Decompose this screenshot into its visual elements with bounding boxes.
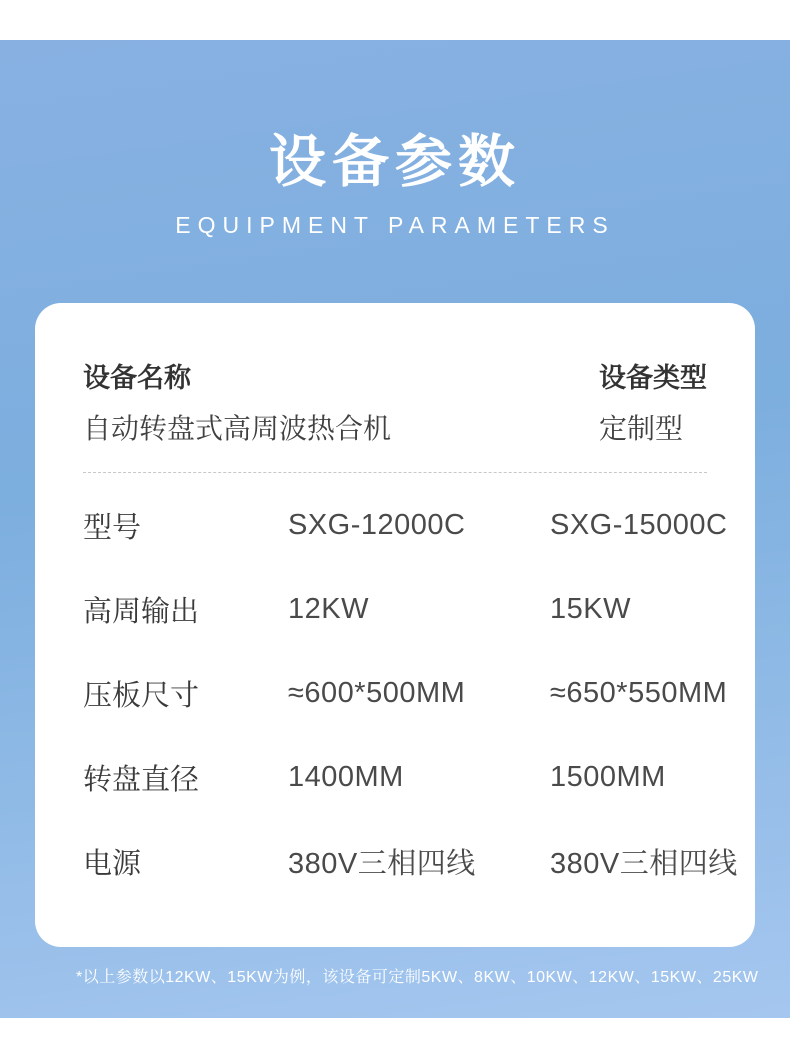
spec-row — [83, 483, 728, 567]
spec-row — [83, 819, 738, 903]
dashed-divider — [83, 472, 707, 473]
footnote: *以上参数以12KW、15KW为例，该设备可定制5KW、8KW、10KW、12KW、15KW、25KW — [76, 969, 759, 986]
spec-row-label: 压板尺寸 — [83, 679, 200, 712]
equipment-type-value: 定制型 — [599, 413, 684, 444]
spec-row-value-col1: 1400MM — [288, 760, 404, 793]
spec-row — [83, 567, 707, 651]
equipment-name-block — [83, 361, 391, 447]
spec-row-label: 电源 — [83, 847, 142, 880]
equipment-name-value: 自动转盘式高周波热合机 — [83, 413, 392, 444]
spec-row-label: 转盘直径 — [83, 763, 200, 796]
spec-row-value-col2: ≈650*550MM — [550, 676, 728, 709]
spec-row — [83, 735, 707, 819]
spec-row-value-col2: 380V三相四线 — [550, 847, 738, 880]
spec-row-label: 型号 — [83, 511, 142, 544]
spec-row-value-col1: ≈600*500MM — [288, 676, 466, 709]
page-title: 设备参数 — [269, 130, 521, 194]
spec-row-value-col1: 12KW — [288, 592, 369, 625]
spec-row-value-col1: SXG-12000C — [288, 508, 466, 541]
card-header — [83, 361, 707, 447]
equipment-type-label: 设备类型 — [599, 363, 707, 393]
page-subtitle: EQUIPMENT PARAMETERS — [175, 212, 615, 238]
hero-section — [0, 40, 790, 1018]
spec-card — [35, 303, 755, 947]
equipment-name-label: 设备名称 — [83, 363, 191, 393]
spec-row-value-col2: 15KW — [550, 592, 631, 625]
spec-row-label: 高周输出 — [83, 595, 200, 628]
equipment-type-block — [599, 361, 707, 447]
spec-table — [83, 483, 738, 903]
spec-row-value-col1: 380V三相四线 — [288, 847, 476, 880]
spec-row-value-col2: SXG-15000C — [550, 508, 728, 541]
spec-row — [83, 651, 728, 735]
spec-row-value-col2: 1500MM — [550, 760, 666, 793]
